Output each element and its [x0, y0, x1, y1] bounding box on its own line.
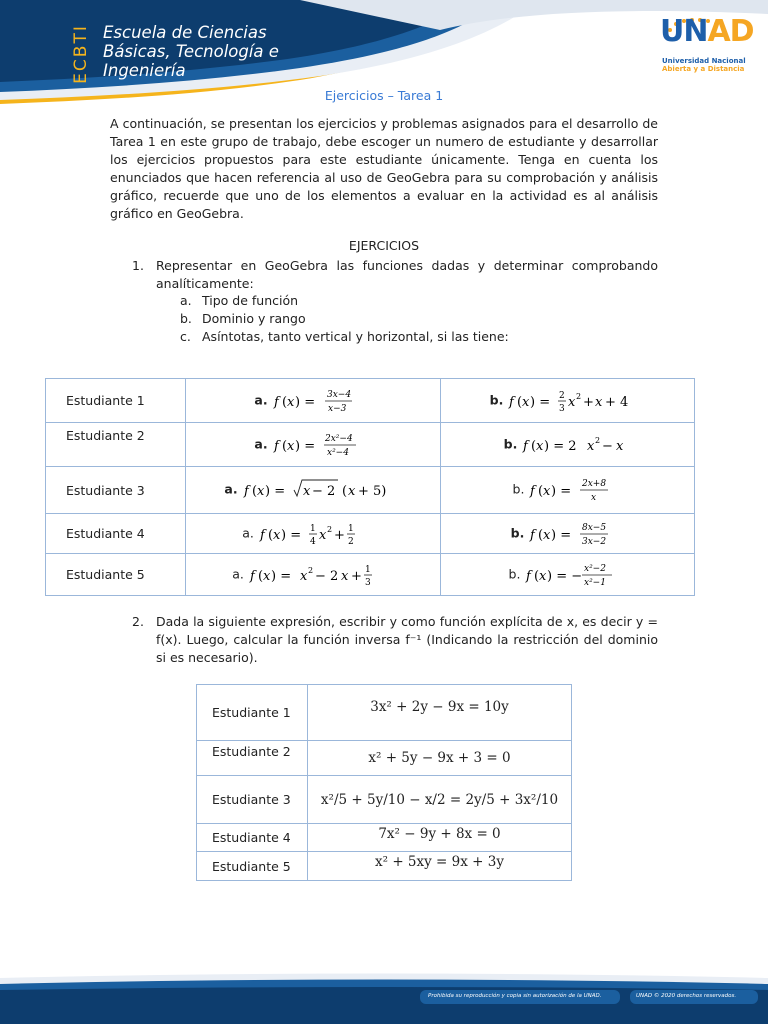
- student-label: Estudiante 1: [46, 379, 186, 423]
- table-row: [197, 776, 572, 824]
- svg-text:4: 4: [309, 536, 316, 547]
- svg-text:x: x: [286, 394, 294, 410]
- formula-graphic: [242, 474, 402, 506]
- function-b: b. f ( x ) = 2x+8 x: [441, 467, 695, 514]
- svg-text:f: f: [249, 568, 255, 584]
- svg-text:x: x: [340, 568, 349, 584]
- table-row: [197, 685, 572, 741]
- svg-text:2: 2: [347, 536, 354, 547]
- svg-text:3: 3: [559, 403, 566, 414]
- svg-text:x: x: [616, 438, 624, 454]
- svg-text:1: 1: [364, 564, 371, 575]
- svg-text:+: +: [350, 568, 362, 584]
- table-row: [46, 423, 695, 467]
- student-label: Estudiante 4: [197, 824, 308, 852]
- svg-text:(: (: [538, 484, 544, 499]
- svg-text:+ 4: + 4: [605, 394, 629, 410]
- svg-text:1: 1: [347, 523, 354, 534]
- svg-text:x²−2: x²−2: [584, 563, 607, 574]
- svg-text:(: (: [341, 484, 347, 499]
- table-row: [46, 554, 695, 596]
- table-row: [46, 514, 695, 554]
- student-label: Estudiante 5: [197, 852, 308, 881]
- ecbti-label: ECBTI: [71, 24, 92, 84]
- svg-text:) =: ) =: [270, 568, 291, 584]
- svg-text:(: (: [531, 438, 537, 454]
- svg-text:(: (: [281, 438, 287, 454]
- unad-wordmark: UNAD: [660, 14, 754, 49]
- svg-text:(: (: [281, 394, 287, 410]
- question-text: Representar en GeoGebra las funciones dadas y determinar comprobando analíticamente:: [156, 258, 658, 291]
- function-b: b. f ( x ) = − x²−2 x²−1: [441, 554, 695, 596]
- svg-text:x: x: [299, 568, 308, 584]
- svg-text:x: x: [543, 527, 551, 543]
- formula-graphic: [521, 429, 631, 461]
- svg-text:− 2: − 2: [311, 484, 335, 499]
- formula-graphic: [524, 559, 626, 591]
- svg-text:) =: ) =: [551, 484, 572, 499]
- function-a: a. f ( x ) = x 2 − 2 x + 1 3: [186, 554, 441, 596]
- question-number: 1.: [132, 258, 144, 273]
- equation: 7x² − 9y + 8x = 0: [308, 824, 572, 852]
- svg-text:x: x: [587, 438, 595, 454]
- svg-text:8x−5: 8x−5: [582, 522, 607, 533]
- svg-text:3x−4: 3x−4: [326, 389, 351, 400]
- equation: 3x² + 2y − 9x = 10y: [308, 685, 572, 741]
- svg-text:x: x: [591, 493, 597, 503]
- svg-text:x: x: [262, 568, 271, 584]
- svg-text:) = −: ) = −: [547, 568, 583, 584]
- svg-text:f: f: [259, 527, 265, 543]
- svg-text:x−3: x−3: [327, 403, 346, 414]
- student-label: Estudiante 5: [46, 554, 186, 596]
- formula-graphic: [272, 429, 372, 461]
- formula-graphic: [272, 385, 372, 417]
- svg-text:x: x: [595, 394, 603, 410]
- table-row: [197, 852, 572, 881]
- equations-table: [196, 684, 572, 881]
- svg-text:f: f: [523, 438, 529, 454]
- svg-text:x: x: [543, 484, 551, 499]
- svg-text:x: x: [536, 438, 544, 454]
- svg-text:f: f: [530, 527, 536, 543]
- school-name: Escuela de Ciencias Básicas, Tecnología e Ingeniería: [103, 23, 279, 80]
- svg-text:2: 2: [326, 524, 332, 534]
- svg-text:x: x: [302, 484, 310, 499]
- svg-text:2x+8: 2x+8: [582, 479, 607, 489]
- student-label: Estudiante 2: [46, 423, 186, 467]
- svg-text:(: (: [251, 484, 257, 499]
- svg-text:) =: ) =: [280, 527, 301, 543]
- svg-text:f: f: [526, 568, 532, 584]
- question-text: Dada la siguiente expresión, escribir y como función explícita de x, es decir y = f(x). Luego, calcular la función inversa f⁻¹ (Indicando la restricción del dominio si es necesario).: [156, 614, 658, 665]
- function-a: a. f ( x ) = 3x−4 x−3: [186, 379, 441, 423]
- student-label: Estudiante 3: [46, 467, 186, 514]
- unad-subtitle: Universidad Nacional Abierta y a Distancia: [662, 57, 746, 73]
- question-1: [132, 257, 658, 293]
- svg-text:3: 3: [364, 577, 371, 588]
- footer-rights: UNAD © 2020 derechos reservados.: [636, 993, 737, 999]
- svg-text:x: x: [318, 527, 327, 543]
- student-label: Estudiante 4: [46, 514, 186, 554]
- intro-paragraph: A continuación, se presentan los ejercicios y problemas asignados para el desarrollo de Tarea 1 en este grupo de trabajo, debe escoger un numero de estudiante y desarrollar los ejercicios propuestos para este estudiante únicamente. Tenga en cuenta los enunciados que hacen referencia al uso de GeoGebra para su comprobación y análisis gráfico, recuerde que uno de los elementos a evaluar en la actividad es al análisis gráfico en GeoGebra.: [110, 116, 658, 221]
- svg-text:(: (: [517, 394, 523, 410]
- function-a: a. f ( x ) = 2x²−4 x²−4: [186, 423, 441, 467]
- table-row: [46, 379, 695, 423]
- svg-text:) =: ) =: [264, 484, 285, 499]
- svg-text:(: (: [267, 527, 273, 543]
- svg-text:− 2: − 2: [314, 568, 339, 584]
- table-row: [46, 467, 695, 514]
- svg-text:3x−2: 3x−2: [582, 536, 607, 547]
- svg-text:) = 2: ) = 2: [544, 438, 577, 454]
- svg-text:2: 2: [559, 390, 566, 401]
- equation: x² + 5xy = 9x + 3y: [308, 852, 572, 881]
- svg-text:2: 2: [595, 435, 601, 445]
- svg-text:) =: ) =: [530, 394, 551, 410]
- svg-text:2x²−4: 2x²−4: [324, 433, 353, 444]
- formula-graphic: [528, 518, 624, 550]
- svg-text:) =: ) =: [294, 438, 315, 454]
- svg-text:1: 1: [309, 523, 316, 534]
- svg-text:x: x: [256, 484, 264, 499]
- svg-text:f: f: [273, 438, 279, 454]
- svg-text:x: x: [568, 394, 576, 410]
- table-row: [197, 824, 572, 852]
- question-2: [132, 613, 658, 667]
- function-b: b. f ( x ) = 2 x 2 − x: [441, 423, 695, 467]
- svg-text:x²−4: x²−4: [326, 447, 349, 458]
- svg-text:f: f: [509, 394, 515, 410]
- footer-copyright-notice: Prohibida su reproducción y copia sin autorización de la UNAD.: [428, 993, 602, 999]
- svg-text:) =: ) =: [294, 394, 315, 410]
- svg-text:2: 2: [307, 565, 313, 575]
- formula-graphic: [248, 559, 394, 591]
- formula-graphic: [507, 385, 645, 417]
- document-title: Ejercicios – Tarea 1: [324, 88, 444, 103]
- student-label: Estudiante 1: [197, 685, 308, 741]
- svg-text:x: x: [272, 527, 281, 543]
- question-number: 2.: [132, 614, 144, 629]
- function-a: a. f ( x ) = 1 4 x 2 + 1 2: [186, 514, 441, 554]
- svg-text:2: 2: [576, 391, 582, 401]
- formula-graphic: [528, 474, 622, 506]
- svg-text:+ 5): + 5): [357, 484, 386, 499]
- table-row: [197, 741, 572, 776]
- svg-text:(: (: [257, 568, 263, 584]
- svg-text:−: −: [602, 438, 614, 454]
- svg-text:(: (: [538, 527, 544, 543]
- function-a: a. f ( x ) = x − 2 ( x + 5): [186, 467, 441, 514]
- svg-text:x²−1: x²−1: [584, 577, 607, 588]
- equation: x² + 5y − 9x + 3 = 0: [308, 741, 572, 776]
- svg-text:f: f: [243, 484, 249, 499]
- student-label: Estudiante 3: [197, 776, 308, 824]
- svg-text:x: x: [347, 484, 355, 499]
- svg-text:x: x: [286, 438, 294, 454]
- svg-text:x: x: [539, 568, 547, 584]
- svg-text:(: (: [534, 568, 540, 584]
- svg-text:+: +: [333, 527, 345, 543]
- svg-text:) =: ) =: [551, 527, 572, 543]
- formula-graphic: [258, 518, 384, 550]
- function-b: b. f ( x ) = 8x−5 3x−2: [441, 514, 695, 554]
- function-b: b. f ( x ) = 2 3 x 2 + x + 4: [441, 379, 695, 423]
- student-label: Estudiante 2: [197, 741, 308, 776]
- svg-text:f: f: [273, 394, 279, 410]
- svg-text:x: x: [522, 394, 530, 410]
- equation: x²/5 + 5y/10 − x/2 = 2y/5 + 3x²/10: [308, 776, 572, 824]
- svg-text:+: +: [583, 394, 595, 410]
- svg-text:f: f: [530, 484, 536, 499]
- section-heading: EJERCICIOS: [348, 238, 420, 253]
- functions-table: [45, 378, 695, 596]
